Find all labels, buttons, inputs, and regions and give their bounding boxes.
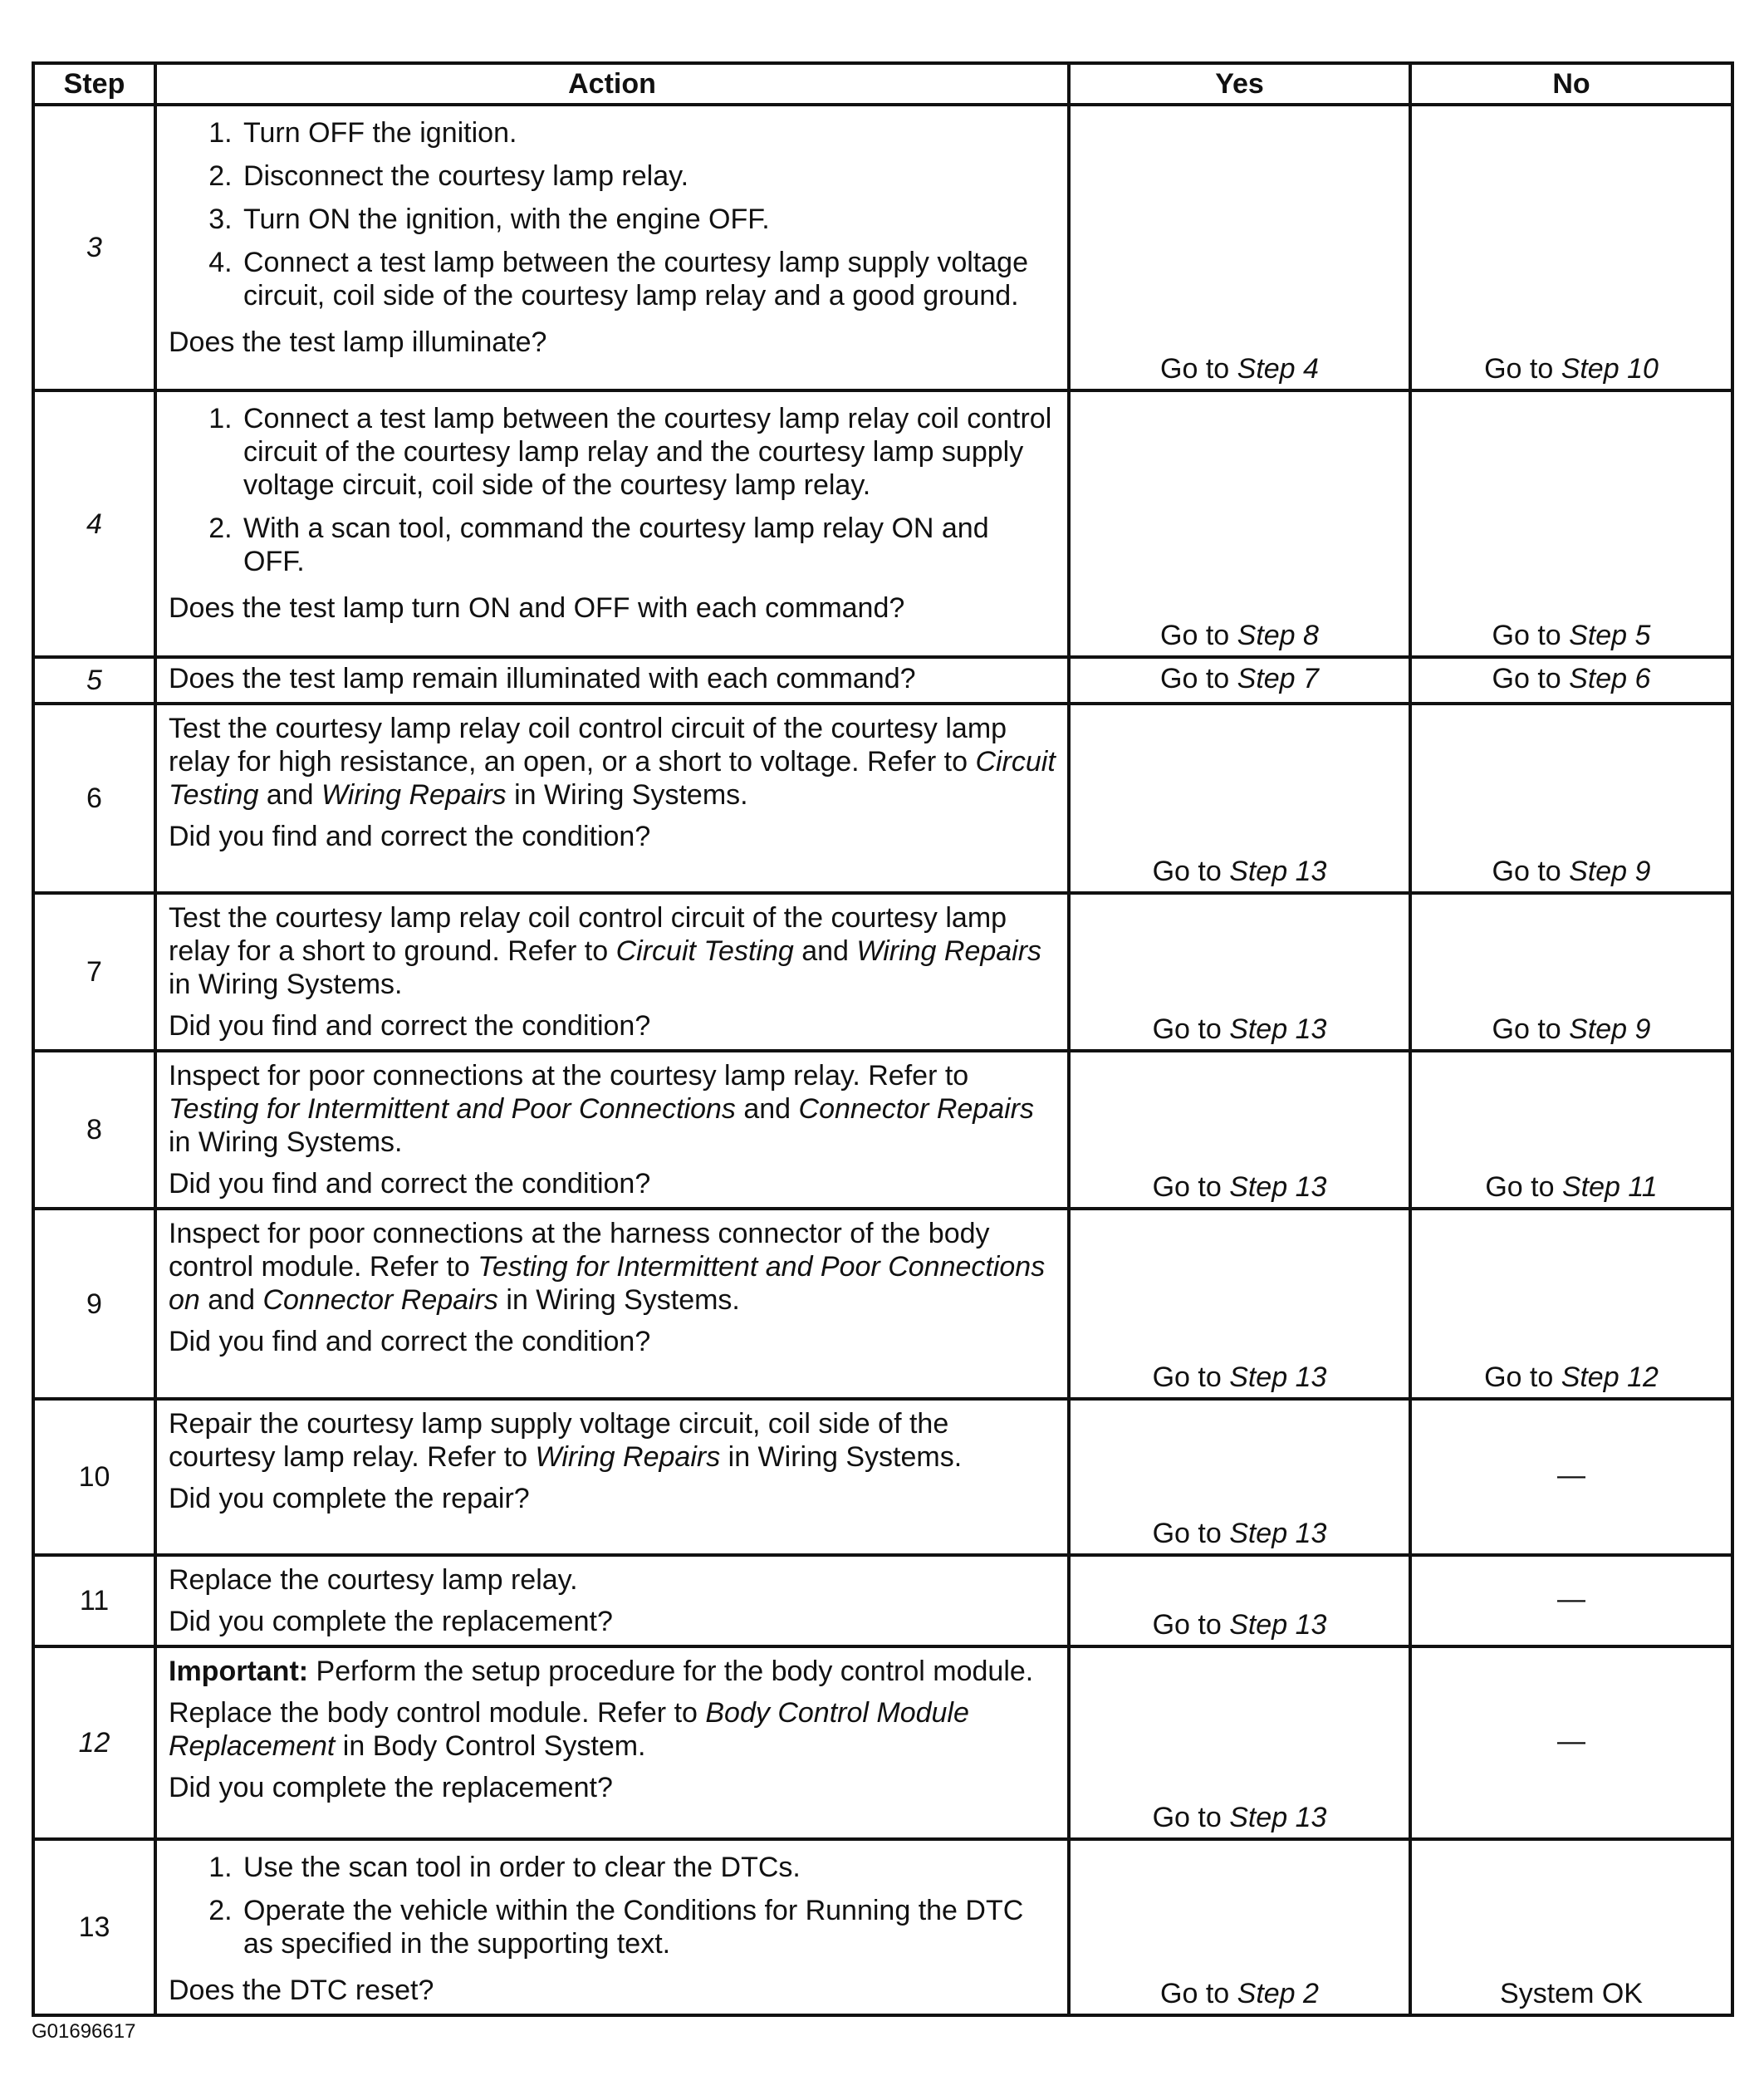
list-item: 1. Connect a test lamp between the courtesy lamp relay coil control circuit of the courtesy lamp relay and the courtesy lamp supply voltage circuit, coil side of the courtesy lamp relay. [240, 402, 1056, 502]
reference-link[interactable]: Circuit Testing [169, 746, 1056, 811]
no-cell: Go to Step 5 [1410, 390, 1732, 657]
list-item: 2. Operate the vehicle within the Conditions for Running the DTC as specified in the supporting text. [240, 1894, 1056, 1960]
yes-cell: Go to Step 2 [1069, 1839, 1410, 2015]
yes-step-link[interactable]: Step 7 [1237, 663, 1319, 694]
table-row [33, 657, 1732, 704]
action-cell [155, 1051, 1069, 1209]
question: Did you complete the repair? [169, 1483, 530, 1514]
action-cell [155, 657, 1069, 704]
no-step-link[interactable]: Step 5 [1569, 620, 1651, 651]
question: Did you find and correct the condition? [169, 1326, 651, 1357]
no-cell: Go to Step 11 [1410, 1051, 1732, 1209]
action-text: Repair the courtesy lamp supply voltage circuit, coil side of the courtesy lamp relay. Refer to Wiring Repairs in Wiring Systems. [169, 1408, 963, 1473]
figure-code: G01696617 [32, 2020, 136, 2043]
yes-step-link[interactable]: Step 13 [1229, 1361, 1327, 1393]
yes-cell: Go to Step 13 [1069, 1051, 1410, 1209]
reference-link[interactable]: Wiring Repairs [856, 935, 1042, 967]
question: Did you find and correct the condition? [169, 821, 651, 852]
action-text: Replace the body control module. Refer to Body Control Module Replacement in Body Control System. [169, 1697, 969, 1762]
list-item: 1. Turn OFF the ignition. [240, 116, 1056, 150]
step-number: 12 [33, 1646, 155, 1839]
action-cell [155, 1399, 1069, 1555]
step-number: 10 [33, 1399, 155, 1555]
table-row [33, 1051, 1732, 1209]
action-cell [155, 1209, 1069, 1399]
no-step-link[interactable]: Step 10 [1561, 353, 1659, 385]
yes-cell: Go to Step 7 [1069, 657, 1410, 704]
yes-step-link[interactable]: Step 13 [1229, 1802, 1327, 1833]
table-row [33, 1646, 1732, 1839]
no-cell: Go to Step 10 [1410, 105, 1732, 390]
action-cell [155, 1646, 1069, 1839]
yes-step-link[interactable]: Step 13 [1229, 856, 1327, 887]
no-cell: Go to Step 9 [1410, 893, 1732, 1051]
reference-link[interactable]: Wiring Repairs [321, 779, 507, 811]
step-number: 7 [33, 893, 155, 1051]
yes-step-link[interactable]: Step 13 [1229, 1171, 1327, 1203]
reference-link[interactable]: Connector Repairs [798, 1093, 1035, 1125]
list-item: 2. With a scan tool, command the courtesy lamp relay ON and OFF. [240, 512, 1056, 578]
list-item: 4. Connect a test lamp between the courtesy lamp supply voltage circuit, coil side of the courtesy lamp relay and a good ground. [240, 246, 1056, 312]
reference-link[interactable]: Wiring Repairs [535, 1441, 721, 1473]
no-step-link[interactable]: Step 11 [1561, 1171, 1658, 1203]
yes-cell: Go to Step 13 [1069, 1555, 1410, 1646]
step-number: 5 [33, 657, 155, 704]
question: Did you complete the replacement? [169, 1772, 613, 1803]
reference-link[interactable]: Testing for Intermittent and Poor Connections [169, 1093, 736, 1125]
step-number: 3 [33, 105, 155, 390]
table-header-row [33, 63, 1732, 105]
table-row [33, 704, 1732, 893]
reference-link[interactable]: Testing for Intermittent and Poor Connections on [169, 1251, 1046, 1316]
no-step-link[interactable]: Step 12 [1561, 1361, 1659, 1393]
table-row [33, 1209, 1732, 1399]
action-cell [155, 704, 1069, 893]
action-list [169, 402, 1056, 586]
action-cell [155, 1839, 1069, 2015]
reference-link[interactable]: Circuit Testing [615, 935, 794, 967]
table-row [33, 1839, 1732, 2015]
no-cell: — [1410, 1555, 1732, 1646]
step-number: 13 [33, 1839, 155, 2015]
reference-link[interactable]: Connector Repairs [262, 1284, 498, 1316]
no-step-link[interactable]: Step 9 [1569, 856, 1651, 887]
reference-link[interactable]: Body Control Module Replacement [169, 1697, 969, 1762]
no-step-link[interactable]: Step 9 [1569, 1013, 1651, 1045]
table-row [33, 1555, 1732, 1646]
question: Does the test lamp illuminate? [169, 326, 547, 358]
question: Does the test lamp turn ON and OFF with each command? [169, 592, 905, 624]
header-yes: Yes [1069, 63, 1410, 105]
important-label: Important: [169, 1656, 309, 1687]
action-list [169, 1851, 1056, 1969]
action-text: Inspect for poor connections at the courtesy lamp relay. Refer to Testing for Intermittent and Poor Connections and Connector Repairs in Wiring Systems. [169, 1060, 1035, 1158]
no-cell: System OK [1410, 1839, 1732, 2015]
list-item: 3. Turn ON the ignition, with the engine OFF. [240, 203, 1056, 236]
action-cell [155, 1555, 1069, 1646]
important-note: Important: Perform the setup procedure for the body control module. [169, 1656, 1034, 1687]
yes-cell: Go to Step 8 [1069, 390, 1410, 657]
no-cell: — [1410, 1399, 1732, 1555]
action-cell [155, 105, 1069, 390]
table-row [33, 1399, 1732, 1555]
step-number: 8 [33, 1051, 155, 1209]
diagnostic-table [32, 61, 1734, 2017]
yes-cell: Go to Step 13 [1069, 1399, 1410, 1555]
action-text: Test the courtesy lamp relay coil control circuit of the courtesy lamp relay for a short to ground. Refer to Circuit Testing and Wiring Repairs in Wiring Systems. [169, 902, 1042, 1000]
action-text: Inspect for poor connections at the harness connector of the body control module. Refer to Testing for Intermittent and Poor Connections on and Connector Repairs in Wiring Systems. [169, 1218, 1046, 1316]
step-number: 6 [33, 704, 155, 893]
no-cell: Go to Step 6 [1410, 657, 1732, 704]
action-text: Replace the courtesy lamp relay. [169, 1564, 578, 1596]
no-cell: — [1410, 1646, 1732, 1839]
step-number: 11 [33, 1555, 155, 1646]
yes-cell: Go to Step 13 [1069, 893, 1410, 1051]
no-cell: Go to Step 9 [1410, 704, 1732, 893]
yes-step-link[interactable]: Step 8 [1237, 620, 1319, 651]
question: Does the test lamp remain illuminated with each command? [169, 663, 916, 694]
action-text: Test the courtesy lamp relay coil control circuit of the courtesy lamp relay for high resistance, an open, or a short to voltage. Refer to Circuit Testing and Wiring Repairs in Wiring Systems. [169, 713, 1056, 811]
action-list [169, 116, 1056, 321]
action-cell [155, 390, 1069, 657]
yes-step-link[interactable]: Step 13 [1229, 1013, 1327, 1045]
list-item: 1. Use the scan tool in order to clear the DTCs. [240, 1851, 1056, 1884]
table-row [33, 893, 1732, 1051]
question: Did you find and correct the condition? [169, 1168, 651, 1200]
step-number: 4 [33, 390, 155, 657]
yes-step-link[interactable]: Step 2 [1237, 1978, 1319, 2009]
diagnostic-table-page [32, 61, 1731, 2017]
yes-cell: Go to Step 13 [1069, 1209, 1410, 1399]
table-row [33, 390, 1732, 657]
header-step: Step [33, 63, 155, 105]
action-cell [155, 893, 1069, 1051]
yes-cell: Go to Step 13 [1069, 704, 1410, 893]
no-cell: Go to Step 12 [1410, 1209, 1732, 1399]
yes-step-link[interactable]: Step 4 [1237, 353, 1319, 385]
yes-cell: Go to Step 4 [1069, 105, 1410, 390]
question: Did you complete the replacement? [169, 1606, 613, 1637]
table-row [33, 105, 1732, 390]
question: Does the DTC reset? [169, 1975, 434, 2006]
header-action: Action [155, 63, 1069, 105]
question: Did you find and correct the condition? [169, 1010, 651, 1042]
list-item: 2. Disconnect the courtesy lamp relay. [240, 159, 1056, 193]
yes-step-link[interactable]: Step 13 [1229, 1609, 1327, 1641]
no-step-link[interactable]: Step 6 [1569, 663, 1651, 694]
header-no: No [1410, 63, 1732, 105]
step-number: 9 [33, 1209, 155, 1399]
yes-cell: Go to Step 13 [1069, 1646, 1410, 1839]
yes-step-link[interactable]: Step 13 [1229, 1518, 1327, 1549]
